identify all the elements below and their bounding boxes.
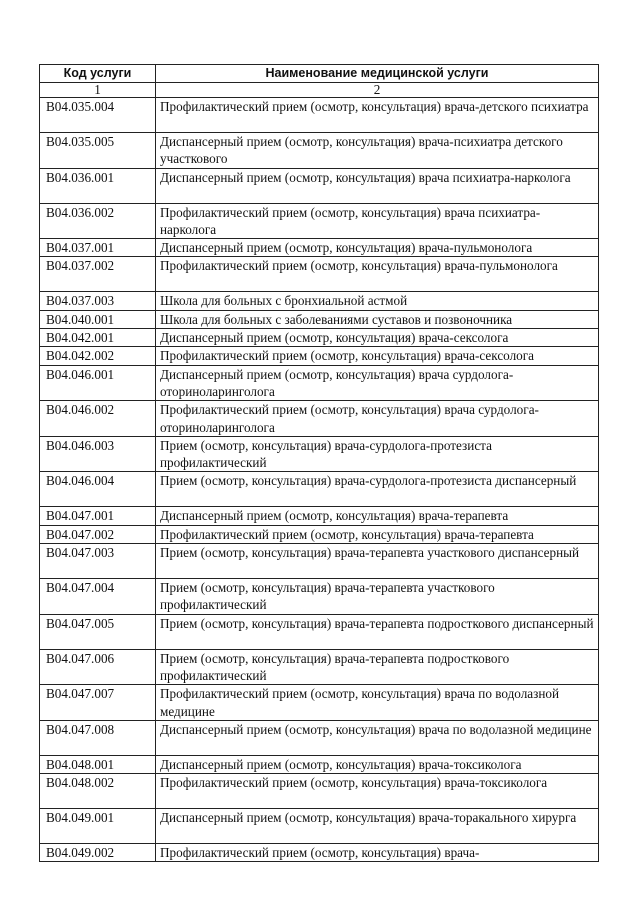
service-name-cell: Диспансерный прием (осмотр, консультация) врача психиатра-нарколога	[156, 168, 599, 203]
table-row	[40, 310, 599, 328]
header-service-code: Код услуги	[40, 65, 156, 83]
service-code-cell: В04.046.004	[40, 472, 156, 507]
table-row	[40, 525, 599, 543]
service-code-cell: В04.047.007	[40, 685, 156, 721]
service-name-cell: Прием (осмотр, консультация) врача-терапевта подросткового профилактический	[156, 649, 599, 685]
service-name-cell: Диспансерный прием (осмотр, консультация) врача-сексолога	[156, 329, 599, 347]
service-code-cell: В04.049.001	[40, 809, 156, 844]
column-number-row	[40, 83, 599, 98]
service-code-cell: В04.040.001	[40, 310, 156, 328]
service-code-cell: В04.035.005	[40, 133, 156, 169]
service-name-cell: Профилактический прием (осмотр, консультация) врача-пульмонолога	[156, 257, 599, 292]
service-name-cell: Профилактический прием (осмотр, консультация) врача-терапевта	[156, 525, 599, 543]
service-name-cell: Диспансерный прием (осмотр, консультация) врача-пульмонолога	[156, 239, 599, 257]
service-code-cell: В04.047.005	[40, 614, 156, 649]
table-row	[40, 809, 599, 844]
service-code-cell: В04.048.001	[40, 755, 156, 773]
service-name-cell: Диспансерный прием (осмотр, консультация) врача-токсиколога	[156, 755, 599, 773]
service-code-cell: В04.037.002	[40, 257, 156, 292]
service-code-cell: В04.042.001	[40, 329, 156, 347]
service-name-cell: Диспансерный прием (осмотр, консультация) врача-торакального хирурга	[156, 809, 599, 844]
service-code-cell: В04.047.004	[40, 579, 156, 615]
table-row	[40, 844, 599, 862]
table-row	[40, 436, 599, 472]
service-name-cell: Диспансерный прием (осмотр, консультация) врача сурдолога-оториноларинголога	[156, 365, 599, 401]
table-row	[40, 472, 599, 507]
table-row	[40, 257, 599, 292]
column-number-1: 1	[40, 83, 156, 98]
service-code-cell: В04.036.002	[40, 203, 156, 239]
table-row	[40, 649, 599, 685]
table-row	[40, 292, 599, 310]
service-name-cell: Профилактический прием (осмотр, консультация) врача-токсиколога	[156, 774, 599, 809]
table-row	[40, 755, 599, 773]
table-row	[40, 133, 599, 169]
service-name-cell: Школа для больных с бронхиальной астмой	[156, 292, 599, 310]
service-name-cell: Прием (осмотр, консультация) врача-терапевта подросткового диспансерный	[156, 614, 599, 649]
service-code-cell: В04.037.001	[40, 239, 156, 257]
table-row	[40, 401, 599, 437]
service-name-cell: Профилактический прием (осмотр, консультация) врача-	[156, 844, 599, 862]
column-number-2: 2	[156, 83, 599, 98]
service-name-cell: Профилактический прием (осмотр, консультация) врача по водолазной медицине	[156, 685, 599, 721]
table-row	[40, 774, 599, 809]
service-name-cell: Диспансерный прием (осмотр, консультация) врача-психиатра детского участкового	[156, 133, 599, 169]
service-name-cell: Прием (осмотр, консультация) врача-терапевта участкового диспансерный	[156, 544, 599, 579]
table-row	[40, 347, 599, 365]
service-code-cell: В04.046.002	[40, 401, 156, 437]
service-code-cell: В04.048.002	[40, 774, 156, 809]
service-name-cell: Диспансерный прием (осмотр, консультация) врача-терапевта	[156, 507, 599, 525]
service-name-cell: Прием (осмотр, консультация) врача-сурдолога-протезиста диспансерный	[156, 472, 599, 507]
table-row	[40, 685, 599, 721]
table-row	[40, 168, 599, 203]
service-name-cell: Профилактический прием (осмотр, консультация) врача сурдолога-оториноларинголога	[156, 401, 599, 437]
table-header-row	[40, 65, 599, 83]
table-row	[40, 579, 599, 615]
service-code-cell: В04.047.003	[40, 544, 156, 579]
service-code-cell: В04.047.006	[40, 649, 156, 685]
service-code-cell: В04.047.001	[40, 507, 156, 525]
service-code-cell: В04.047.002	[40, 525, 156, 543]
service-code-cell: В04.047.008	[40, 720, 156, 755]
table-row	[40, 544, 599, 579]
service-name-cell: Профилактический прием (осмотр, консультация) врача-сексолога	[156, 347, 599, 365]
service-name-cell: Профилактический прием (осмотр, консультация) врача психиатра-нарколога	[156, 203, 599, 239]
service-name-cell: Прием (осмотр, консультация) врача-терапевта участкового профилактический	[156, 579, 599, 615]
table-row	[40, 614, 599, 649]
service-code-cell: В04.036.001	[40, 168, 156, 203]
service-name-cell: Профилактический прием (осмотр, консультация) врача-детского психиатра	[156, 98, 599, 133]
service-code-cell: В04.049.002	[40, 844, 156, 862]
table-row	[40, 329, 599, 347]
medical-services-table	[39, 64, 599, 862]
table-row	[40, 239, 599, 257]
service-code-cell: В04.035.004	[40, 98, 156, 133]
table-row	[40, 507, 599, 525]
service-code-cell: В04.037.003	[40, 292, 156, 310]
service-name-cell: Прием (осмотр, консультация) врача-сурдолога-протезиста профилактический	[156, 436, 599, 472]
service-code-cell: В04.046.003	[40, 436, 156, 472]
service-name-cell: Диспансерный прием (осмотр, консультация) врача по водолазной медицине	[156, 720, 599, 755]
service-code-cell: В04.046.001	[40, 365, 156, 401]
table-row	[40, 203, 599, 239]
table-row	[40, 720, 599, 755]
table-row	[40, 98, 599, 133]
table-row	[40, 365, 599, 401]
header-service-name: Наименование медицинской услуги	[156, 65, 599, 83]
service-code-cell: В04.042.002	[40, 347, 156, 365]
service-name-cell: Школа для больных с заболеваниями суставов и позвоночника	[156, 310, 599, 328]
